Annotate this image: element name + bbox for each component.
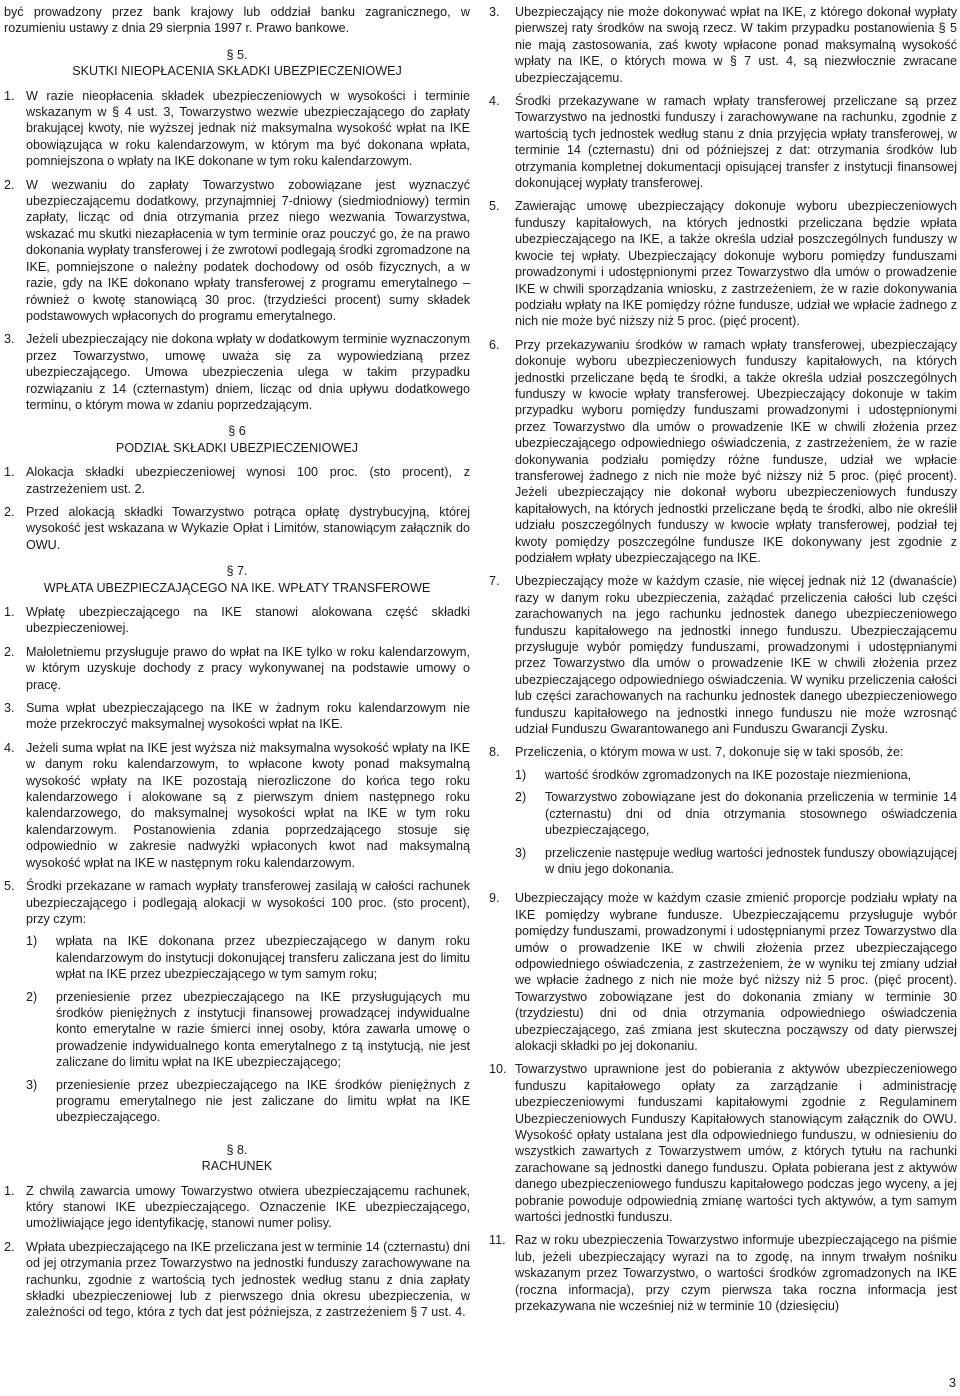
list-item: 1. W razie nieopłacenia składek ubezpieczeniowych w wysokości i terminie wskazanym w § 4 ust. 3, Towarzystwo wezwie ubezpieczającego do zapłaty brakującej kwoty, nie wyższej jednak niż maksymalna wysokość wpłat na IKE obowiązująca w roku kalendarzowym, w którym ma być dokonana wpłata, pomniejszona o wpłaty na IKE dokonane w tym roku kalendarzowym. — [4, 88, 470, 169]
sub-list-item: 1) wartość środków zgromadzonych na IKE pozostaje niezmieniona, — [515, 767, 912, 782]
list-item: 11. Raz w roku ubezpieczenia Towarzystwo informuje ubezpieczającego na piśmie lub, jeżeli ubezpieczający wyrazi na to zgodę, na innym trwałym nośniku wskazanym przez Towarzystwo, o wartości środków zgromadzonych na IKE (roczna informacja), przy czym pierwsza taka roczna informacja jest przekazywana nie wcześniej niż w terminie 10 (dziesięciu) — [489, 1233, 957, 1314]
section-5-number: § 5. — [226, 47, 248, 62]
section-8-number: § 8. — [226, 1142, 248, 1157]
sub-list-item: 3) przeliczenie następuje według wartości jednostek funduszy obowiązującej w dniu jego dokonania. — [515, 845, 957, 876]
sub-list-item: 1) wpłata na IKE dokonana przez ubezpieczającego w danym roku kalendarzowym do instytucji dokonującej transferu zaliczana jest do limitu wpłat na IKE przez ubezpieczającego w tym samym roku; — [26, 934, 470, 982]
list-item: 3. Ubezpieczający nie może dokonywać wpłat na IKE, z którego dokonał wypłaty pierwszej raty środków na swoją rzecz. W takim przypadku postanowienia § 5 nie mają zastosowania, zaś kwoty wpłacone ponad maksymalną wysokość wpłaty na IKE, o których mowa w § 7 ust. 4, są niezwłocznie zwracane ubezpieczającemu. — [489, 5, 957, 85]
list-item: 8. Przeliczenia, o którym mowa w ust. 7, dokonuje się w taki sposób, że: 1) wartość środków zgromadzonych na IKE pozostaje niezmieniona, 2) Towarzystwo zobowiązane jest do dokonania przeliczenia w terminie 14 (czternastu) dni od dnia otrzymania stosownego oświadczenia ubezpieczającego, 3) przeliczenie następuje według wartości jednostek funduszy obowiązującej w dniu jego dokonania. — [489, 745, 957, 876]
list-item: 3. Jeżeli ubezpieczający nie dokona wpłaty w dodatkowym terminie wyznaczonym przez Towarzystwo, umowę uważa się za wypowiedzianą przez ubezpieczającego. Umowa ubezpieczenia ulega w takim przypadku rozwiązaniu z 14 (czternastym) dniem, licząc od dnia upływu dodatkowego terminu, o którym mowa w zdaniu poprzedzającym. — [4, 332, 470, 412]
section-6-heading — [4, 423, 470, 456]
list-item: 6. Przy przekazywaniu środków w ramach wpłaty transferowej, ubezpieczający dokonuje wyboru ubezpieczeniowych funduszy kapitałowych, na których jednostki przeliczane będą te środki, a także określa udział poszczególnych funduszy w kwocie wpłaty transferowej. Ubezpieczający dokonuje w takim przypadku wyboru pomiędzy funduszami prowadzonymi i udostępnionymi przez Towarzystwo dla umów o prowadzenie IKE w chwili złożenia przez ubezpieczającego odpowiedniego oświadczenia, z zastrzeżeniem, że w razie dokonywania podziału pomiędzy różne fundusze, udział we wpłacie transferowej żadnego z nich nie może być niższy niż 5 proc. (pięć procent). Jeżeli ubezpieczający nie dokonał wyboru ubezpieczeniowych funduszy kapitałowych, na których jednostki przeliczane będą te środki, albo nie określił udziału poszczególnych funduszy w kwocie wpłaty transferowej, podział tej kwoty pomiędzy poszczególne fundusze IKE dokonywany jest zgodnie z podziałem wpłaty ubezpieczającego na IKE. — [489, 337, 957, 565]
intro-paragraph: być prowadzony przez bank krajowy lub oddział banku zagranicznego, w rozumieniu ustawy z dnia 29 sierpnia 1997 r. Prawo bankowe. — [4, 5, 470, 36]
list-item: 2. Przed alokacją składki Towarzystwo potrąca opłatę dystrybucyjną, której wysokość jest wskazana w Wykazie Opłat i Limitów, stanowiącym załącznik do OWU. — [4, 504, 470, 552]
section-7-title: WPŁATA UBEZPIECZAJĄCEGO NA IKE. WPŁATY TRANSFEROWE — [43, 580, 431, 595]
section-5-title: SKUTKI NIEOPŁACENIA SKŁADKI UBEZPIECZENIOWEJ — [72, 64, 402, 79]
list-item: 5. Środki przekazane w ramach wypłaty transferowej zasilają w całości rachunek ubezpieczającego i podlegają alokacji w wysokości 100 proc. (sto procent), przy czym: 1) wpłata na IKE dokonana przez ubezpieczającego w danym roku kalendarzowym do instytucji dokonującej transferu zaliczana jest do limitu wpłat na IKE przez ubezpieczającego w tym samym roku; 2) przeniesienie przez ubezpieczającego na IKE przysługujących mu środków pieniężnych z instytucji finansowej prowadzącej indywidualne konto emerytalne w razie śmierci innej osoby, która zawarła umowę o prowadzenie indywidualnego konta emerytalnego z tą instytucją, nie jest zaliczane do limitu wpłat na IKE ubezpieczającego; 3) przeniesienie przez ubezpieczającego na IKE środków pieniężnych z programu emerytalnego nie jest zaliczane do limitu wpłat na IKE ubezpieczającego. — [4, 879, 470, 1125]
list-item: 4. Środki przekazywane w ramach wpłaty transferowej przeliczane są przez Towarzystwo na jednostki funduszy i zarachowywane na rachunku, zgodnie z wartością tych jednostek według stanu z dnia przyjęcia wpłaty transferowej, w terminie 14 (czternastu) dni od późniejszej z dat: otrzymania środków lub otrzymania kompletnej dokumentacji opisującej transfer z instytucji finansowej dokonującej wypłaty transferowej. — [489, 94, 957, 191]
section-7-number: § 7. — [226, 564, 248, 579]
section-6-title: PODZIAŁ SKŁADKI UBEZPIECZENIOWEJ — [115, 440, 359, 455]
list-item: 5. Zawierając umowę ubezpieczający dokonuje wyboru ubezpieczeniowych funduszy kapitałowych, na których jednostki przeliczana będzie wpłata ubezpieczającego na IKE, a także określa udział poszczególnych funduszy w kwocie tej wpłaty. Ubezpieczający dokonuje wyboru pomiędzy funduszami prowadzonymi i udostępnionymi przez Towarzystwo dla umów o prowadzenie IKE w chwili sporządzania wniosku, z zastrzeżeniem, że w razie dokonywania podziału wpłaty na IKE pomiędzy różne fundusze, udział we wpłacie żadnego z nich nie może być niższy niż 5 proc. (pięć procent). — [489, 199, 957, 329]
section-6-number: § 6 — [228, 424, 246, 439]
sub-list-item: 2) przeniesienie przez ubezpieczającego na IKE przysługujących mu środków pieniężnych z instytucji finansowej prowadzącej indywidualne konto emerytalne w razie śmierci innej osoby, która zawarła umowę o prowadzenie indywidualnego konta emerytalnego z tą instytucją, nie jest zaliczane do limitu wpłat na IKE ubezpieczającego; — [26, 989, 470, 1070]
list-item: 1. Alokacja składki ubezpieczeniowej wynosi 100 proc. (sto procent), z zastrzeżeniem ust. 2. — [4, 465, 470, 496]
list-item: 2. Małoletniemu przysługuje prawo do wpłat na IKE tylko w roku kalendarzowym, w którym uzyskuje dochody z pracy wykonywanej na podstawie umowy o pracę. — [4, 644, 470, 692]
list-item: 7. Ubezpieczający może w każdym czasie, nie więcej jednak niż 12 (dwanaście) razy w danym roku ubezpieczenia, zażądać przeliczenia całości lub części zarachowanych na jego rachunku jednostek danego ubezpieczeniowego funduszu kapitałowego na jednostki innego funduszu. Ubezpieczającemu przysługuje wybór pomiędzy funduszami, prowadzonymi i udostępnianymi przez Towarzystwo dla umów o prowadzenie IKE w chwili złożenia przez ubezpieczającego odpowiedniego oświadczenia. W wyniku przeliczenia całości lub części zarachowanych na rachunku jednostek danego ubezpieczeniowego funduszu kapitałowego na jednostki innego funduszu nie może wzrosnąć udział Funduszu Gwarantowanego ani Funduszu Gwarancji Zysku. — [489, 574, 957, 737]
section-8-heading — [4, 1142, 470, 1175]
section-5-heading — [4, 47, 470, 80]
sub-list-item: 2) Towarzystwo zobowiązane jest do dokonania przeliczenia w terminie 14 (czternastu) dni od dnia otrzymania stosownego oświadczenia ubezpieczającego, — [515, 790, 957, 838]
list-item: 4. Jeżeli suma wpłat na IKE jest wyższa niż maksymalna wysokość wpłaty na IKE w danym roku kalendarzowym, to wpłacone kwoty ponad maksymalną wysokość wpłaty na IKE pozostają nierozliczone do końca tego roku kalendarzowego i alokowane są z pierwszym dniem następnego roku kalendarzowego, do maksymalnej wysokości wpłat na IKE w tym roku kalendarzowym. Postanowienia zdania poprzedzającego stosuje się odpowiednio w zakresie nadwyżki wpłaconych kwot nad maksymalną wysokość wpłat na IKE w następnym roku kalendarzowym. — [4, 740, 470, 870]
right-column — [489, 4, 957, 1321]
list-item: 1. Z chwilą zawarcia umowy Towarzystwo otwiera ubezpieczającemu rachunek, który stanowi IKE ubezpieczającego. Oznaczenie IKE ubezpieczającego, umożliwiające jego identyfikację, stanowi numer polisy. — [4, 1183, 470, 1231]
section-7-heading — [4, 563, 470, 596]
list-item: 1. Wpłatę ubezpieczającego na IKE stanowi alokowana część składki ubezpieczeniowej. — [4, 605, 470, 636]
page-number: 3 — [948, 1376, 956, 1390]
list-item: 3. Suma wpłat ubezpieczającego na IKE w żadnym roku kalendarzowym nie może przekroczyć maksymalnej wysokości wpłat na IKE. — [4, 701, 470, 732]
list-item: 10. Towarzystwo uprawnione jest do pobierania z aktywów ubezpieczeniowego funduszu kapitałowego opłaty za zarządzanie i administrację ubezpieczeniowymi funduszami kapitałowymi zgodnie z Regulaminem Ubezpieczeniowych Funduszy Kapitałowych stanowiącym załącznik do OWU. Wysokość opłaty ustalana jest dla odpowiedniego funduszu, w odniesieniu do wszystkich zawartych z Towarzystwem umów, z których tytułu na rachunki zarachowane są jednostki danego funduszu. Opłata pobierana jest z aktywów danego ubezpieczeniowego funduszu kapitałowego podczas jego wyceny, a jej pobranie powoduje odpowiednią zmianę wartości tych aktywów, a tym samym wartości jednostki funduszu. — [489, 1062, 957, 1225]
list-item: 2. Wpłata ubezpieczającego na IKE przeliczana jest w terminie 14 (czternastu) dni od jej otrzymania przez Towarzystwo na jednostki funduszy zarachowywane na rachunku, zgodnie z wartością tych jednostek według stanu z dnia zapłaty składki ubezpieczeniowej lub z pierwszego dnia okresu ubezpieczenia, w zależności od tego, która z tych dat jest późniejsza, z zastrzeżeniem § 7 ust. 4. — [4, 1239, 470, 1320]
left-column — [4, 4, 470, 1328]
list-item: 2. W wezwaniu do zapłaty Towarzystwo zobowiązane jest wyznaczyć ubezpieczającemu dodatkowy, przynajmniej 7-dniowy (siedmiodniowy) termin zapłaty, licząc od dnia otrzymania przez niego wezwania Towarzystwa, wskazać mu skutki niezapłacenia w tym terminie oraz pouczyć go, że na prawo dokonania wypłaty transferowej i że zwrotowi podlegają środki zgromadzone na IKE, pomniejszone o należny podatek dochodowy od osób fizycznych, a w razie, gdy na IKE dokonano wpłaty transferowej z programu emerytalnego – również o kwotę stanowiącą 30 proc. (trzydzieści procent) sumy składek podstawowych wpłaconych do programu emerytalnego. — [4, 177, 470, 323]
list-item: 9. Ubezpieczający może w każdym czasie zmienić proporcje podziału wpłaty na IKE pomiędzy wybrane fundusze. Ubezpieczającemu przysługuje wybór pomiędzy funduszami, prowadzonymi i udostępnianymi przez Towarzystwo dla umów o prowadzenie IKE w chwili złożenia przez ubezpieczającego odpowiedniego oświadczenia, z zastrzeżeniem, że w wyniku tej zmiany udział we wpłacie żadnego z nich nie może być niższy niż 5 proc. (pięć procent). Towarzystwo zobowiązane jest do dokonania zmiany w terminie 30 (trzydziestu) dni od dnia otrzymania odpowiedniego oświadczenia ubezpieczającego, zaś zmiana jest skuteczna począwszy od daty pierwszej alokacji składki po jej dokonaniu. — [489, 891, 957, 1053]
sub-list-item: 3) przeniesienie przez ubezpieczającego na IKE środków pieniężnych z programu emerytalnego nie jest zaliczane do limitu wpłat na IKE ubezpieczającego. — [26, 1077, 470, 1125]
section-8-title: RACHUNEK — [201, 1159, 273, 1174]
